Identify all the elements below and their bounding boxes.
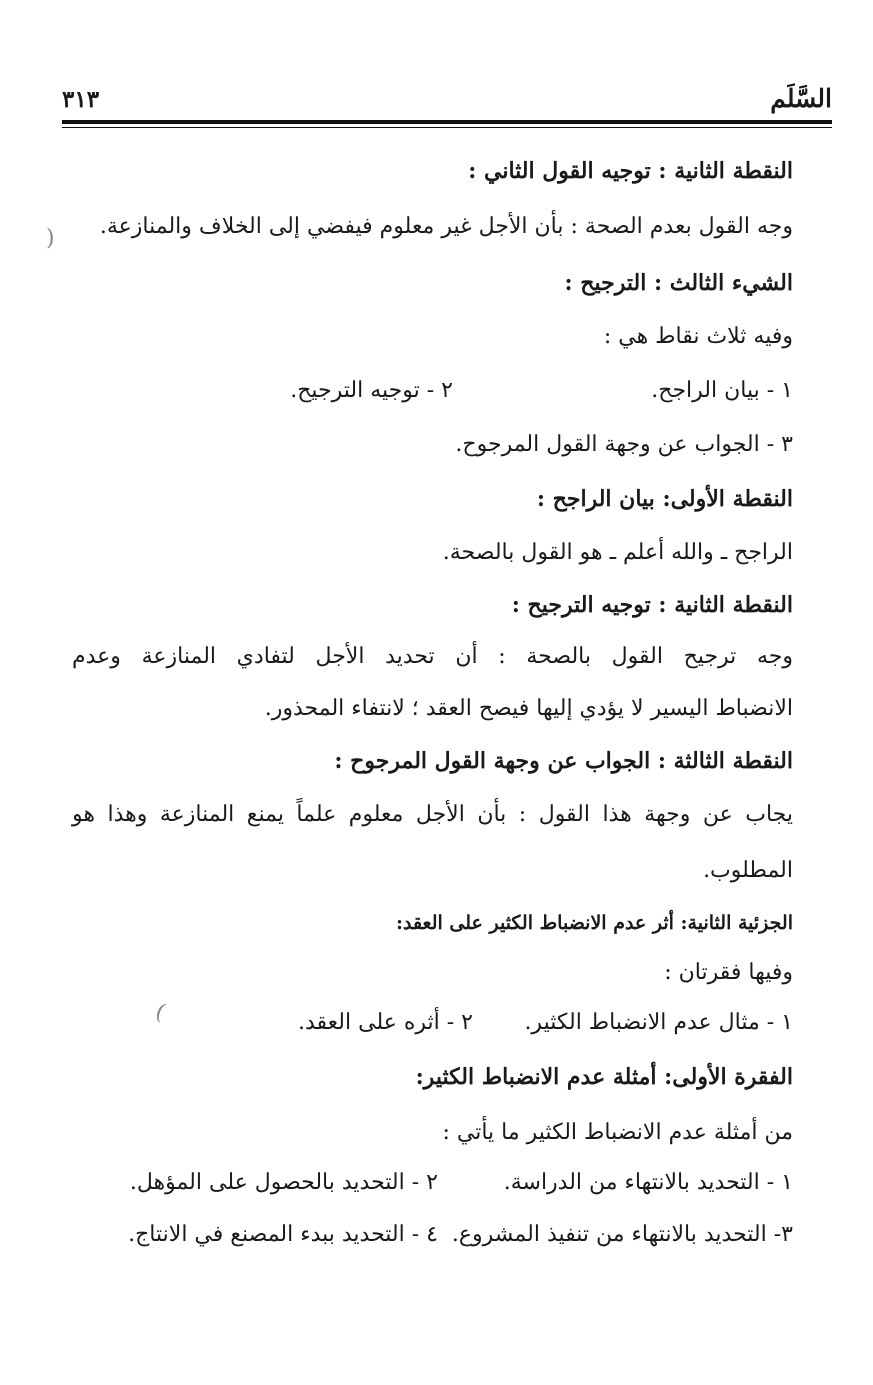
page-header: [62, 80, 832, 120]
example-item-2: ٢ - التحديد بالحصول على المؤهل.: [129, 1170, 438, 1195]
header-rule-thin: [62, 127, 832, 128]
example-item-4: ٤ - التحديد ببدء المصنع في الانتاج.: [128, 1222, 438, 1247]
paragraph-justification-line2: الانضباط اليسير لا يؤدي إليها فيصح العقد ؛ لانتفاء المحذور.: [264, 696, 793, 721]
paragraph-preferred-view: الراجح ـ والله أعلم ـ هو القول بالصحة.: [442, 540, 793, 565]
sublist-item-1: ١ - مثال عدم الانضباط الكثير.: [524, 1010, 793, 1035]
list-item-1: ١ - بيان الراجح.: [651, 378, 793, 403]
running-title: السَّلَم: [770, 84, 832, 113]
intro-three-points: وفيه ثلاث نقاط هي :: [603, 324, 793, 349]
heading-third-thing: الشيء الثالث : الترجيح :: [564, 270, 793, 296]
intro-examples: من أمثلة عدم الانضباط الكثير ما يأتي :: [442, 1120, 793, 1145]
example-item-3: ٣- التحديد بالانتهاء من تنفيذ المشروع.: [451, 1222, 793, 1247]
heading-second-part: الجزئية الثانية: أثر عدم الانضباط الكثير على العقد:: [395, 912, 793, 934]
heading-paragraph-one: الفقرة الأولى: أمثلة عدم الانضباط الكثير:: [415, 1064, 793, 1090]
header-rule-thick: [62, 120, 832, 124]
page-number: ٣١٣: [62, 86, 100, 113]
paragraph-reply-line1: يجاب عن وجهة هذا القول : بأن الأجل معلوم علماً يمنع المنازعة وهذا هو: [72, 802, 793, 827]
heading-justification: النقطة الثانية : توجيه الترجيح :: [511, 592, 793, 618]
list-item-3: ٣ - الجواب عن وجهة القول المرجوح.: [455, 432, 793, 457]
paragraph-justification-line1: وجه ترجيح القول بالصحة : أن تحديد الأجل لتفادي المنازعة وعدم: [72, 644, 793, 669]
margin-pencil-mark: (: [46, 226, 55, 251]
example-item-1: ١ - التحديد بالانتهاء من الدراسة.: [503, 1170, 793, 1195]
heading-point-three: النقطة الثالثة : الجواب عن وجهة القول المرجوح :: [334, 748, 793, 774]
paragraph-invalidity-reason: وجه القول بعدم الصحة : بأن الأجل غير معلوم فيفضي إلى الخلاف والمنازعة.: [99, 214, 793, 239]
heading-point-two: النقطة الثانية : توجيه القول الثاني :: [468, 158, 793, 184]
list-item-2: ٢ - توجيه الترجيح.: [290, 378, 453, 403]
margin-pencil-mark: ): [151, 999, 169, 1026]
sublist-item-2: ٢ - أثره على العقد.: [298, 1010, 473, 1035]
heading-point-one: النقطة الأولى: بيان الراجح :: [536, 486, 793, 512]
intro-two-paragraphs: وفيها فقرتان :: [664, 960, 793, 985]
paragraph-reply-line2: المطلوب.: [703, 858, 793, 883]
